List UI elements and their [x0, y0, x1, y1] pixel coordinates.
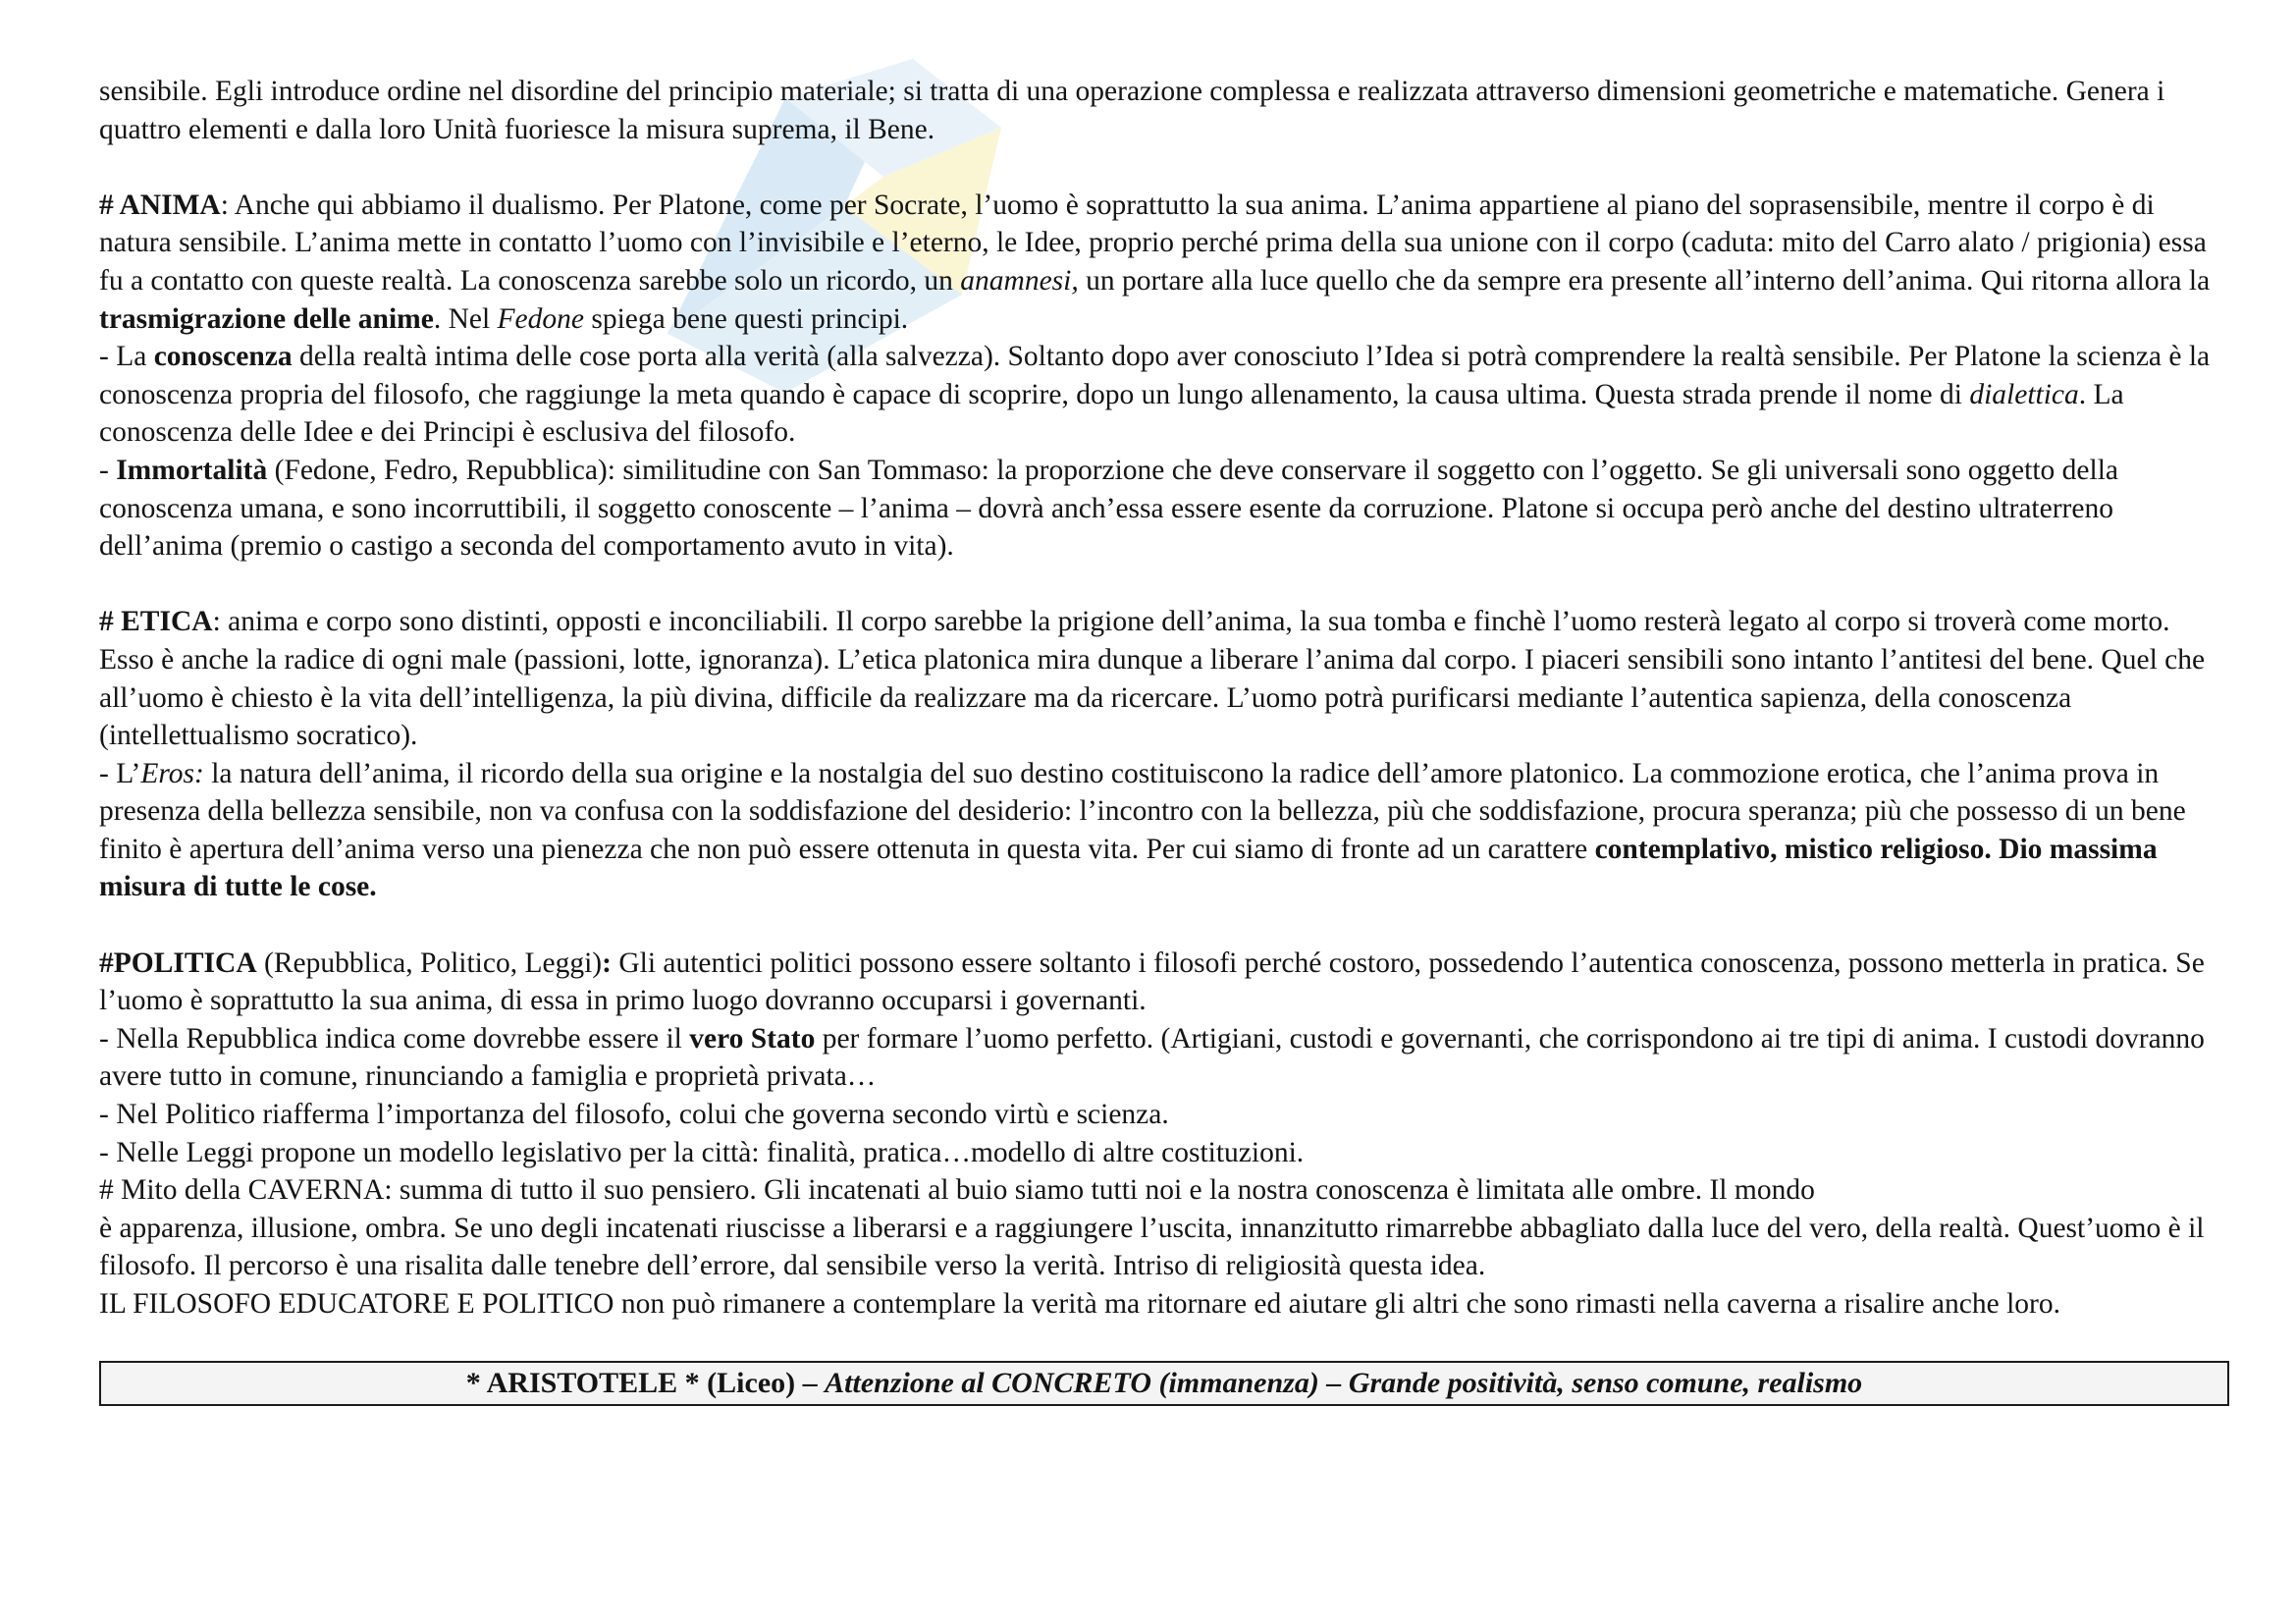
politica-text-1: (Repubblica, Politico, Leggi): [256, 947, 603, 979]
paragraph-conoscenza: [99, 338, 2229, 452]
conoscenza-text-3: . La conoscenza delle Idee e dei Principi è esclusiva del filosofo.: [99, 378, 2124, 449]
immortalita-bold: Immortalità: [116, 454, 268, 486]
conoscenza-italic: dialettica: [1969, 378, 2079, 410]
repubblica-bold: vero Stato: [689, 1022, 816, 1055]
section-heading-politica: #POLITICA: [99, 947, 257, 979]
paragraph-leggi: [99, 1134, 2229, 1172]
anima-bold-1: trasmigrazione delle anime: [99, 302, 434, 335]
conoscenza-bold: conoscenza: [153, 341, 293, 373]
anima-italic-2: Fedone: [497, 302, 584, 335]
eros-italic: Eros:: [140, 757, 204, 789]
document-page: [99, 73, 2229, 1406]
politico-text: - Nel Politico riafferma l’importanza del filosofo, colui che governa secondo virtù e scienza.: [99, 1099, 1169, 1131]
section-heading-anima: # ANIMA: [99, 189, 221, 221]
repubblica-text-2: per formare l’uomo perfetto. (Artigiani, custodi e governanti, che corrispondono ai tre tipi di anima. I custodi dovranno avere tutto in comune, rinunciando a famiglia e proprietà privata…: [99, 1022, 2205, 1093]
paragraph-caverna-line2: [99, 1210, 2229, 1285]
paragraph-politico: [99, 1096, 2229, 1134]
paragraph-politica: [99, 945, 2229, 1020]
anima-italic-1: anamnesi,: [960, 264, 1079, 297]
banner-italic-text: Attenzione al CONCRETO (immanenza) – Grande positività, senso comune, realismo: [825, 1366, 1863, 1399]
eros-text-1: - L’: [99, 757, 141, 789]
leggi-text: - Nelle Leggi propone un modello legislativo per la città: finalità, pratica…modello di altre costituzioni.: [99, 1136, 1305, 1168]
repubblica-text-1: - Nella Repubblica indica come dovrebbe essere il: [99, 1022, 690, 1055]
paragraph-immortalita: [99, 452, 2229, 566]
conoscenza-text-1: - La: [99, 341, 154, 373]
caverna-text-1: # Mito della CAVERNA: summa di tutto il suo pensiero. Gli incatenati al buio siamo tutti noi e la nostra conoscenza è limitata alle ombre. Il mondo: [99, 1174, 1815, 1207]
paragraph-repubblica: [99, 1020, 2229, 1096]
filosofo-text: IL FILOSOFO EDUCATORE E POLITICO non può rimanere a contemplare la verità ma ritornare ed aiutare gli altri che sono rimasti nella caverna a risalire anche loro.: [99, 1288, 2060, 1320]
anima-text-3: . Nel: [433, 302, 498, 335]
banner-bold-text: * ARISTOTELE * (Liceo) –: [465, 1366, 826, 1399]
eros-bold: contemplativo, mistico religioso. Dio massima misura di tutte le cose.: [99, 833, 2158, 903]
eros-text-2: la natura dell’anima, il ricordo della sua origine e la nostalgia del suo destino costituiscono la radice dell’amore platonico. La commozione erotica, che l’anima prova in presenza della bellezza sensibile, non va confusa con la soddisfazione del desiderio: l’incontro con la bellezza, più che soddisfazione, procura speranza; più che possesso di un bene finito è apertura dell’anima verso una pienezza che non può essere ottenuta in questa vita. Per cui siamo di fronte ad un carattere: [99, 757, 2186, 865]
section-heading-etica: # ETICA: [99, 606, 213, 638]
paragraph-intro: [99, 73, 2229, 148]
anima-text-4: spiega bene questi principi.: [584, 302, 909, 335]
etica-text: : anima e corpo sono distinti, opposti e inconciliabili. Il corpo sarebbe la prigione dell’anima, la sua tomba e finchè l’uomo resterà legato al corpo si troverà come morto. Esso è anche la radice di ogni male (passioni, lotte, ignoranza). L’etica platonica mira dunque a liberare l’anima dal corpo. I piaceri sensibili sono intanto l’antitesi del bene. Quel che all’uomo è chiesto è la vita dell’intelligenza, la più divina, difficile da realizzare ma da ricercare. L’uomo potrà purificarsi mediante l’autentica sapienza, della conoscenza (intellettualismo socratico).: [99, 606, 2206, 752]
immortalita-text-1: -: [99, 454, 117, 486]
anima-text-2: un portare alla luce quello che da sempre era presente all’interno dell’anima. Qui ritorna allora la: [1078, 264, 2211, 297]
paragraph-anima: [99, 187, 2229, 338]
anima-text-1: : Anche qui abbiamo il dualismo. Per Platone, come per Socrate, l’uomo è soprattutto la sua anima. L’anima appartiene al piano del soprasensibile, mentre il corpo è di natura sensibile. L’anima mette in contatto l’uomo con l’invisibile e l’eterno, le Idee, proprio perché prima della sua unione con il corpo (caduta: mito del Carro alato / prigionia) essa fu a contatto con queste realtà. La conoscenza sarebbe solo un ricordo, un: [99, 189, 2207, 297]
immortalita-text-2: (Fedone, Fedro, Repubblica): similitudine con San Tommaso: la proporzione che deve conservare il soggetto con l’oggetto. Se gli universali sono oggetto della conoscenza umana, e sono incorruttibili, il soggetto conoscente – l’anima – dovrà anch’essa essere esente da corruzione. Platone si occupa però anche del destino ultraterreno dell’anima (premio o castigo a seconda del comportamento avuto in vita).: [99, 454, 2119, 563]
politica-text-2: Gli autentici politici possono essere soltanto i filosofi perché costoro, possedendo l’autentica conoscenza, possono metterla in pratica. Se l’uomo è soprattutto la sua anima, di essa in primo luogo dovranno occuparsi i governanti.: [99, 947, 2205, 1017]
conoscenza-text-2: della realtà intima delle cose porta alla verità (alla salvezza). Soltanto dopo aver conosciuto l’Idea si potrà comprendere la realtà sensibile. Per Platone la scienza è la conoscenza propria del filosofo, che raggiunge la meta quando è capace di scoprire, dopo un lungo allenamento, la causa ultima. Questa strada prende il nome di: [99, 341, 2211, 410]
paragraph-caverna-line1: [99, 1171, 2229, 1210]
intro-text: sensibile. Egli introduce ordine nel disordine del principio materiale; si tratta di una operazione complessa e realizzata attraverso dimensioni geometriche e matematiche. Genera i quattro elementi e dalla loro Unità fuoriesce la misura suprema, il Bene.: [99, 76, 2165, 145]
paragraph-filosofo: [99, 1285, 2229, 1324]
caverna-text-2: è apparenza, illusione, ombra. Se uno degli incatenati riuscisse a liberarsi e a raggiungere l’uscita, innanzitutto rimarrebbe abbagliato dalla luce del vero, della realtà. Quest’uomo è il filosofo. Il percorso è una risalita dalle tenebre dell’errore, dal sensibile verso la verità. Intriso di religiosità questa idea.: [99, 1212, 2205, 1282]
section-banner-aristotele: [99, 1361, 2229, 1406]
paragraph-eros: [99, 755, 2229, 906]
politica-colon: :: [602, 947, 612, 979]
paragraph-etica: [99, 603, 2229, 754]
